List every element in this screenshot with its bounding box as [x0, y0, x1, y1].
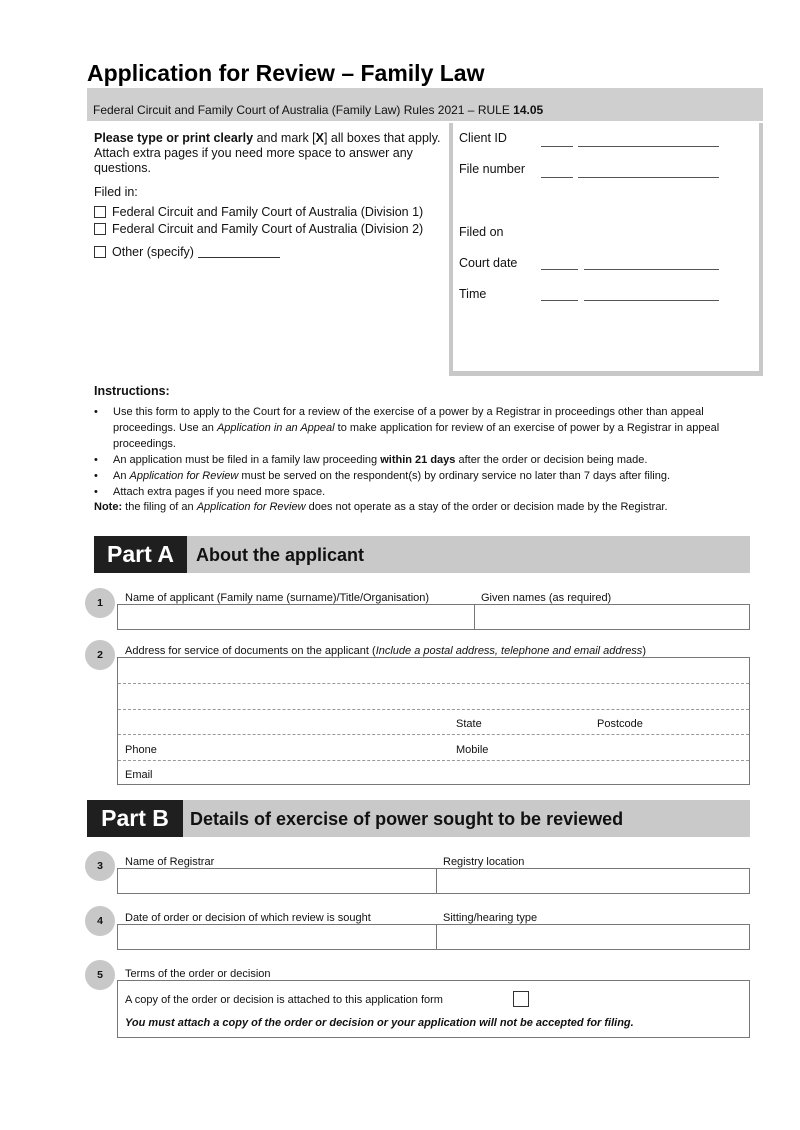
part-b-header	[87, 800, 750, 837]
instruction-item: • Attach extra pages if you need more space.	[94, 484, 734, 500]
address-line-2-input[interactable]	[118, 684, 749, 709]
question-3-number: 3	[85, 851, 115, 881]
court-date-field-2[interactable]	[584, 268, 719, 270]
intro-text: Please type or print clearly and mark [X] all boxes that apply. Attach extra pages if you need more space to answer any questions.	[94, 131, 441, 175]
registrar-name-input[interactable]	[118, 869, 436, 893]
court-use-box	[449, 123, 763, 376]
other-checkbox[interactable]	[94, 246, 106, 258]
client-id-field-2[interactable]	[578, 145, 719, 147]
question-1-number: 1	[85, 588, 115, 618]
court-date-label: Court date	[459, 256, 518, 270]
division-1-checkbox[interactable]	[94, 206, 106, 218]
question-2-number: 2	[85, 640, 115, 670]
option-other[interactable]: Other (specify)	[94, 245, 280, 259]
phone-label: Phone	[125, 744, 157, 756]
registry-location-label: Registry location	[443, 856, 525, 868]
state-label: State	[456, 718, 482, 730]
instruction-item: • An application must be filed in a family law proceeding within 21 days after the order or decision being made.	[94, 452, 734, 468]
part-a-label: Part A	[94, 536, 187, 573]
filed-in-label: Filed in:	[94, 185, 138, 199]
instructions-heading: Instructions:	[94, 384, 170, 398]
order-date-input[interactable]	[118, 925, 436, 949]
given-names-input[interactable]	[475, 605, 749, 629]
time-field-1[interactable]	[541, 299, 578, 301]
client-id-label: Client ID	[459, 131, 507, 145]
postcode-label: Postcode	[597, 718, 643, 730]
q5-field-group	[117, 980, 750, 1038]
applicant-name-label: Name of applicant (Family name (surname)/Title/Organisation)	[125, 592, 430, 604]
copy-attached-text: A copy of the order or decision is attached to this application form	[125, 994, 443, 1006]
address-field-group	[117, 657, 750, 785]
filed-on-label: Filed on	[459, 225, 504, 239]
sitting-type-label: Sitting/hearing type	[443, 912, 538, 924]
option-division-1[interactable]: Federal Circuit and Family Court of Australia (Division 1)	[94, 205, 423, 219]
instruction-item: • An Application for Review must be served on the respondent(s) by ordinary service no later than 7 days after filing.	[94, 468, 734, 484]
order-date-label: Date of order or decision of which review is sought	[125, 912, 371, 924]
attach-warning: You must attach a copy of the order or decision or your application will not be accepted for filing.	[125, 1017, 634, 1029]
rule-text: Federal Circuit and Family Court of Australia (Family Law) Rules 2021 – RULE 14.05	[93, 103, 544, 117]
q3-field-row	[117, 868, 750, 894]
rule-number: 14.05	[513, 103, 544, 117]
q1-field-row	[117, 604, 750, 630]
registry-location-input[interactable]	[437, 869, 749, 893]
option-division-2[interactable]: Federal Circuit and Family Court of Australia (Division 2)	[94, 222, 423, 236]
instruction-item: • Use this form to apply to the Court for a review of the exercise of a power by a Registrar in proceedings other than appeal proceedings. Use an Application in an Appeal to make application for review of an exercise of power by a Registrar in appeal proceedings.	[94, 404, 734, 452]
given-names-label: Given names (as required)	[481, 592, 612, 604]
time-field-2[interactable]	[584, 299, 719, 301]
court-date-field-1[interactable]	[541, 268, 578, 270]
rule-bar	[87, 88, 763, 121]
applicant-name-input[interactable]	[118, 605, 474, 629]
instructions-list	[94, 404, 734, 500]
question-4-number: 4	[85, 906, 115, 936]
division-2-checkbox[interactable]	[94, 223, 106, 235]
file-number-field-1[interactable]	[541, 176, 573, 178]
time-label: Time	[459, 287, 487, 301]
page-title: Application for Review – Family Law	[87, 60, 485, 86]
part-b-title: Details of exercise of power sought to be reviewed	[190, 809, 624, 829]
question-5-number: 5	[85, 960, 115, 990]
copy-attached-checkbox[interactable]	[513, 991, 529, 1007]
address-line-1-input[interactable]	[118, 658, 749, 683]
registrar-name-label: Name of Registrar	[125, 856, 215, 868]
address-label: Address for service of documents on the applicant (Include a postal address, telephone and email address)	[125, 645, 646, 657]
mobile-label: Mobile	[456, 744, 489, 756]
instructions-note: Note: the filing of an Application for Review does not operate as a stay of the order or decision made by the Registrar.	[94, 501, 668, 513]
order-terms-label: Terms of the order or decision	[125, 968, 271, 980]
file-number-label: File number	[459, 162, 525, 176]
file-number-field-2[interactable]	[578, 176, 719, 178]
email-label: Email	[125, 769, 153, 781]
q4-field-row	[117, 924, 750, 950]
part-a-header	[94, 536, 750, 573]
sitting-type-input[interactable]	[437, 925, 749, 949]
part-b-label: Part B	[87, 800, 183, 837]
part-a-title: About the applicant	[196, 545, 364, 565]
client-id-field-1[interactable]	[541, 145, 573, 147]
other-specify-field[interactable]	[198, 246, 280, 258]
